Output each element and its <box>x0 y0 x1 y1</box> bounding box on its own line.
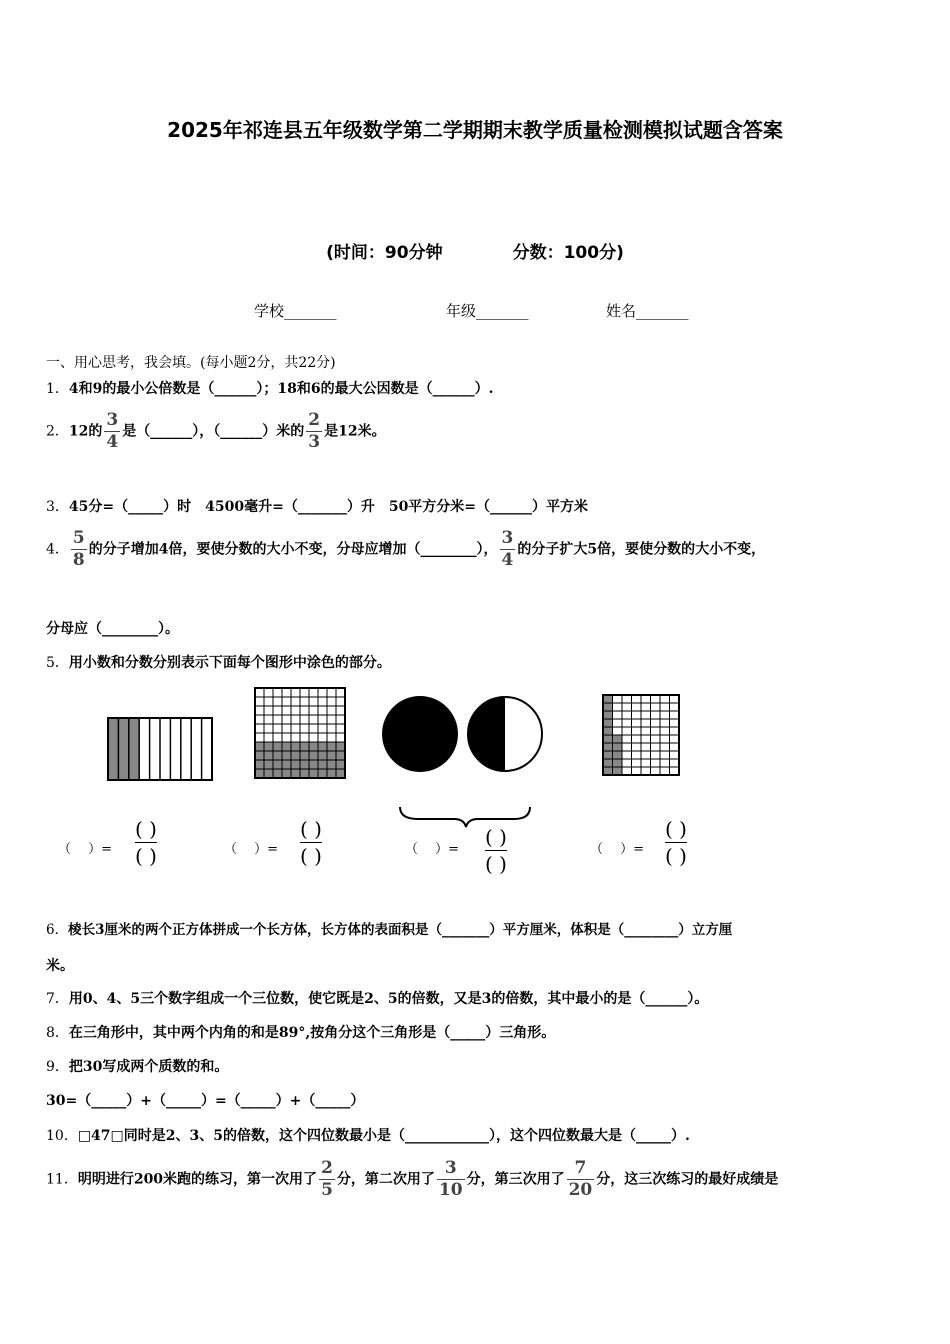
time-label: (时间：90分钟 <box>326 243 443 263</box>
question-9-equation: 30=（_____）+（_____）=（_____）+（_____） <box>46 1093 365 1109</box>
fraction: $\frac{3}{4}$ <box>501 528 514 570</box>
strip-figure <box>108 718 212 780</box>
question-4-cont: 分母应（________）。 <box>46 621 179 637</box>
question-7: 7．用0、4、5三个数字组成一个三位数，使它既是2、5的倍数，又是3的倍数，其中最小的是（______）。 <box>46 991 709 1007</box>
score-label: 分数：100分) <box>512 243 624 263</box>
question-4: 4． $\frac{5}{8}$ 的分子增加4倍，要使分数的大小不变，分母应增加（________）， $\frac{3}{4}$ 的分子扩大5倍，要使分数的大小不变， <box>46 528 766 570</box>
answer-fraction-4[interactable]: ( ) ( ) <box>665 817 687 868</box>
answer-fraction-3[interactable]: ( ) ( ) <box>485 825 507 876</box>
fraction: $\frac{2}{3}$ <box>308 410 321 452</box>
answer-fraction-2[interactable]: ( ) ( ) <box>300 817 322 868</box>
question-5: 5．用小数和分数分别表示下面每个图形中涂色的部分。 <box>46 655 391 671</box>
question-1: 1．4和9的最小公倍数是（______）；18和6的最大公因数是（______）. <box>46 381 494 397</box>
fraction: $\frac{5}{8}$ <box>72 528 85 570</box>
fraction: $\frac{7}{20}$ <box>568 1158 593 1200</box>
grade-field[interactable]: 年级_______ <box>446 302 529 320</box>
question-9: 9．把30写成两个质数的和。 <box>46 1059 229 1075</box>
answer-fraction-1[interactable]: ( ) ( ) <box>135 817 157 868</box>
section-heading: 一、用心思考，我会填。(每小题2分，共22分) <box>46 355 336 371</box>
school-field[interactable]: 学校_______ <box>254 302 337 320</box>
exam-meta <box>0 238 950 263</box>
shaded-figures <box>100 680 720 790</box>
answer-blank-4[interactable]: （ ）= <box>590 842 645 857</box>
fraction: $\frac{2}{5}$ <box>321 1158 333 1200</box>
answer-blank-1[interactable]: （ ）= <box>58 842 113 857</box>
name-field[interactable]: 姓名_______ <box>606 302 689 320</box>
answer-blank-2[interactable]: （ ）= <box>224 842 279 857</box>
answer-blank-3[interactable]: （ ）= <box>405 842 460 857</box>
question-8: 8．在三角形中，其中两个内角的和是89°,按角分这个三角形是（_____）三角形。 <box>46 1025 556 1041</box>
fraction: $\frac{3}{4}$ <box>106 410 119 452</box>
fraction: $\frac{3}{10}$ <box>438 1158 463 1200</box>
question-6-cont: 米。 <box>46 958 74 974</box>
question-10: 10．□47□同时是2、3、5的倍数，这个四位数最小是（____________），这个四位数最大是（_____）. <box>46 1128 690 1144</box>
brace <box>398 805 533 829</box>
page-title: 2025年祁连县五年级数学第二学期期末教学质量检测模拟试题含答案 <box>167 118 783 142</box>
hundred-grid-figure <box>255 688 345 778</box>
question-6: 6．棱长3厘米的两个正方体拼成一个长方体，长方体的表面积是（_______）平方厘米，体积是（________）立方厘 <box>46 922 733 938</box>
question-11: 11．明明进行200米跑的练习，第一次用了 $\frac{2}{5}$ 分，第二次用了 $\frac{3}{10}$ 分，第三次用了 $\frac{7}{20}$ 分，这三次练习的最好成绩是 <box>46 1158 779 1200</box>
circle-figure <box>382 696 542 772</box>
grid-figure <box>603 695 679 775</box>
question-2: 2．12的 $\frac{3}{4}$ 是（______），（______）米的 $\frac{2}{3}$ 是12米。 <box>46 410 386 452</box>
question-3: 3．45分=（_____）时 4500毫升=（_______）升 50平方分米=（______）平方米 <box>46 499 589 515</box>
